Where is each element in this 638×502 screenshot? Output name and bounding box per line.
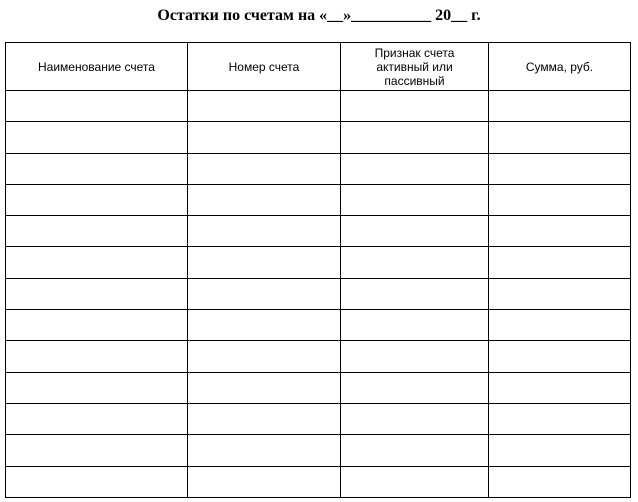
cell-account-name[interactable]	[6, 278, 188, 309]
cell-account-name[interactable]	[6, 466, 188, 497]
cell-amount[interactable]	[489, 247, 631, 278]
cell-amount[interactable]	[489, 184, 631, 215]
cell-account-number[interactable]	[188, 341, 341, 372]
cell-account-number[interactable]	[188, 372, 341, 403]
cell-account-name[interactable]	[6, 91, 188, 122]
cell-account-number[interactable]	[188, 247, 341, 278]
cell-amount[interactable]	[489, 122, 631, 153]
document-title: Остатки по счетам на «__»__________ 20__ г.	[157, 7, 481, 24]
cell-account-number[interactable]	[188, 122, 341, 153]
cell-amount[interactable]	[489, 466, 631, 497]
cell-account-name[interactable]	[6, 435, 188, 466]
cell-account-name[interactable]	[6, 372, 188, 403]
cell-amount[interactable]	[489, 91, 631, 122]
cell-account-type[interactable]	[341, 403, 489, 434]
cell-account-number[interactable]	[188, 466, 341, 497]
cell-account-type[interactable]	[341, 310, 489, 341]
cell-amount[interactable]	[489, 153, 631, 184]
table-row	[6, 435, 631, 466]
table-row	[6, 91, 631, 122]
cell-account-type[interactable]	[341, 91, 489, 122]
cell-account-name[interactable]	[6, 153, 188, 184]
cell-account-type[interactable]	[341, 372, 489, 403]
cell-amount[interactable]	[489, 403, 631, 434]
account-balances-table	[5, 42, 631, 498]
cell-account-type[interactable]	[341, 247, 489, 278]
cell-account-type[interactable]	[341, 184, 489, 215]
table-row	[6, 466, 631, 497]
header-amount: Сумма, руб.	[489, 43, 631, 91]
cell-amount[interactable]	[489, 278, 631, 309]
cell-account-name[interactable]	[6, 341, 188, 372]
table-row	[6, 122, 631, 153]
cell-amount[interactable]	[489, 372, 631, 403]
table-row	[6, 278, 631, 309]
cell-account-name[interactable]	[6, 184, 188, 215]
cell-account-name[interactable]	[6, 122, 188, 153]
cell-account-type[interactable]	[341, 153, 489, 184]
table-row	[6, 216, 631, 247]
table-header-row	[6, 43, 631, 91]
cell-account-type[interactable]	[341, 122, 489, 153]
cell-account-number[interactable]	[188, 91, 341, 122]
cell-account-number[interactable]	[188, 310, 341, 341]
cell-account-type[interactable]	[341, 435, 489, 466]
cell-account-type[interactable]	[341, 341, 489, 372]
cell-account-type[interactable]	[341, 466, 489, 497]
cell-account-number[interactable]	[188, 153, 341, 184]
table-row	[6, 310, 631, 341]
cell-account-number[interactable]	[188, 278, 341, 309]
table-body	[6, 91, 631, 498]
table-row	[6, 184, 631, 215]
cell-account-type[interactable]	[341, 278, 489, 309]
table-row	[6, 372, 631, 403]
cell-amount[interactable]	[489, 435, 631, 466]
cell-account-number[interactable]	[188, 216, 341, 247]
table-row	[6, 341, 631, 372]
cell-amount[interactable]	[489, 216, 631, 247]
cell-account-name[interactable]	[6, 247, 188, 278]
cell-account-number[interactable]	[188, 403, 341, 434]
cell-account-name[interactable]	[6, 216, 188, 247]
header-account-number: Номер счета	[188, 43, 341, 91]
cell-account-number[interactable]	[188, 184, 341, 215]
cell-account-name[interactable]	[6, 403, 188, 434]
header-account-name: Наименование счета	[6, 43, 188, 91]
cell-account-name[interactable]	[6, 310, 188, 341]
cell-amount[interactable]	[489, 341, 631, 372]
cell-account-type[interactable]	[341, 216, 489, 247]
table-row	[6, 403, 631, 434]
header-account-type: Признак счета активный или пассивный	[341, 43, 489, 91]
table-row	[6, 153, 631, 184]
cell-amount[interactable]	[489, 310, 631, 341]
table-row	[6, 247, 631, 278]
cell-account-number[interactable]	[188, 435, 341, 466]
